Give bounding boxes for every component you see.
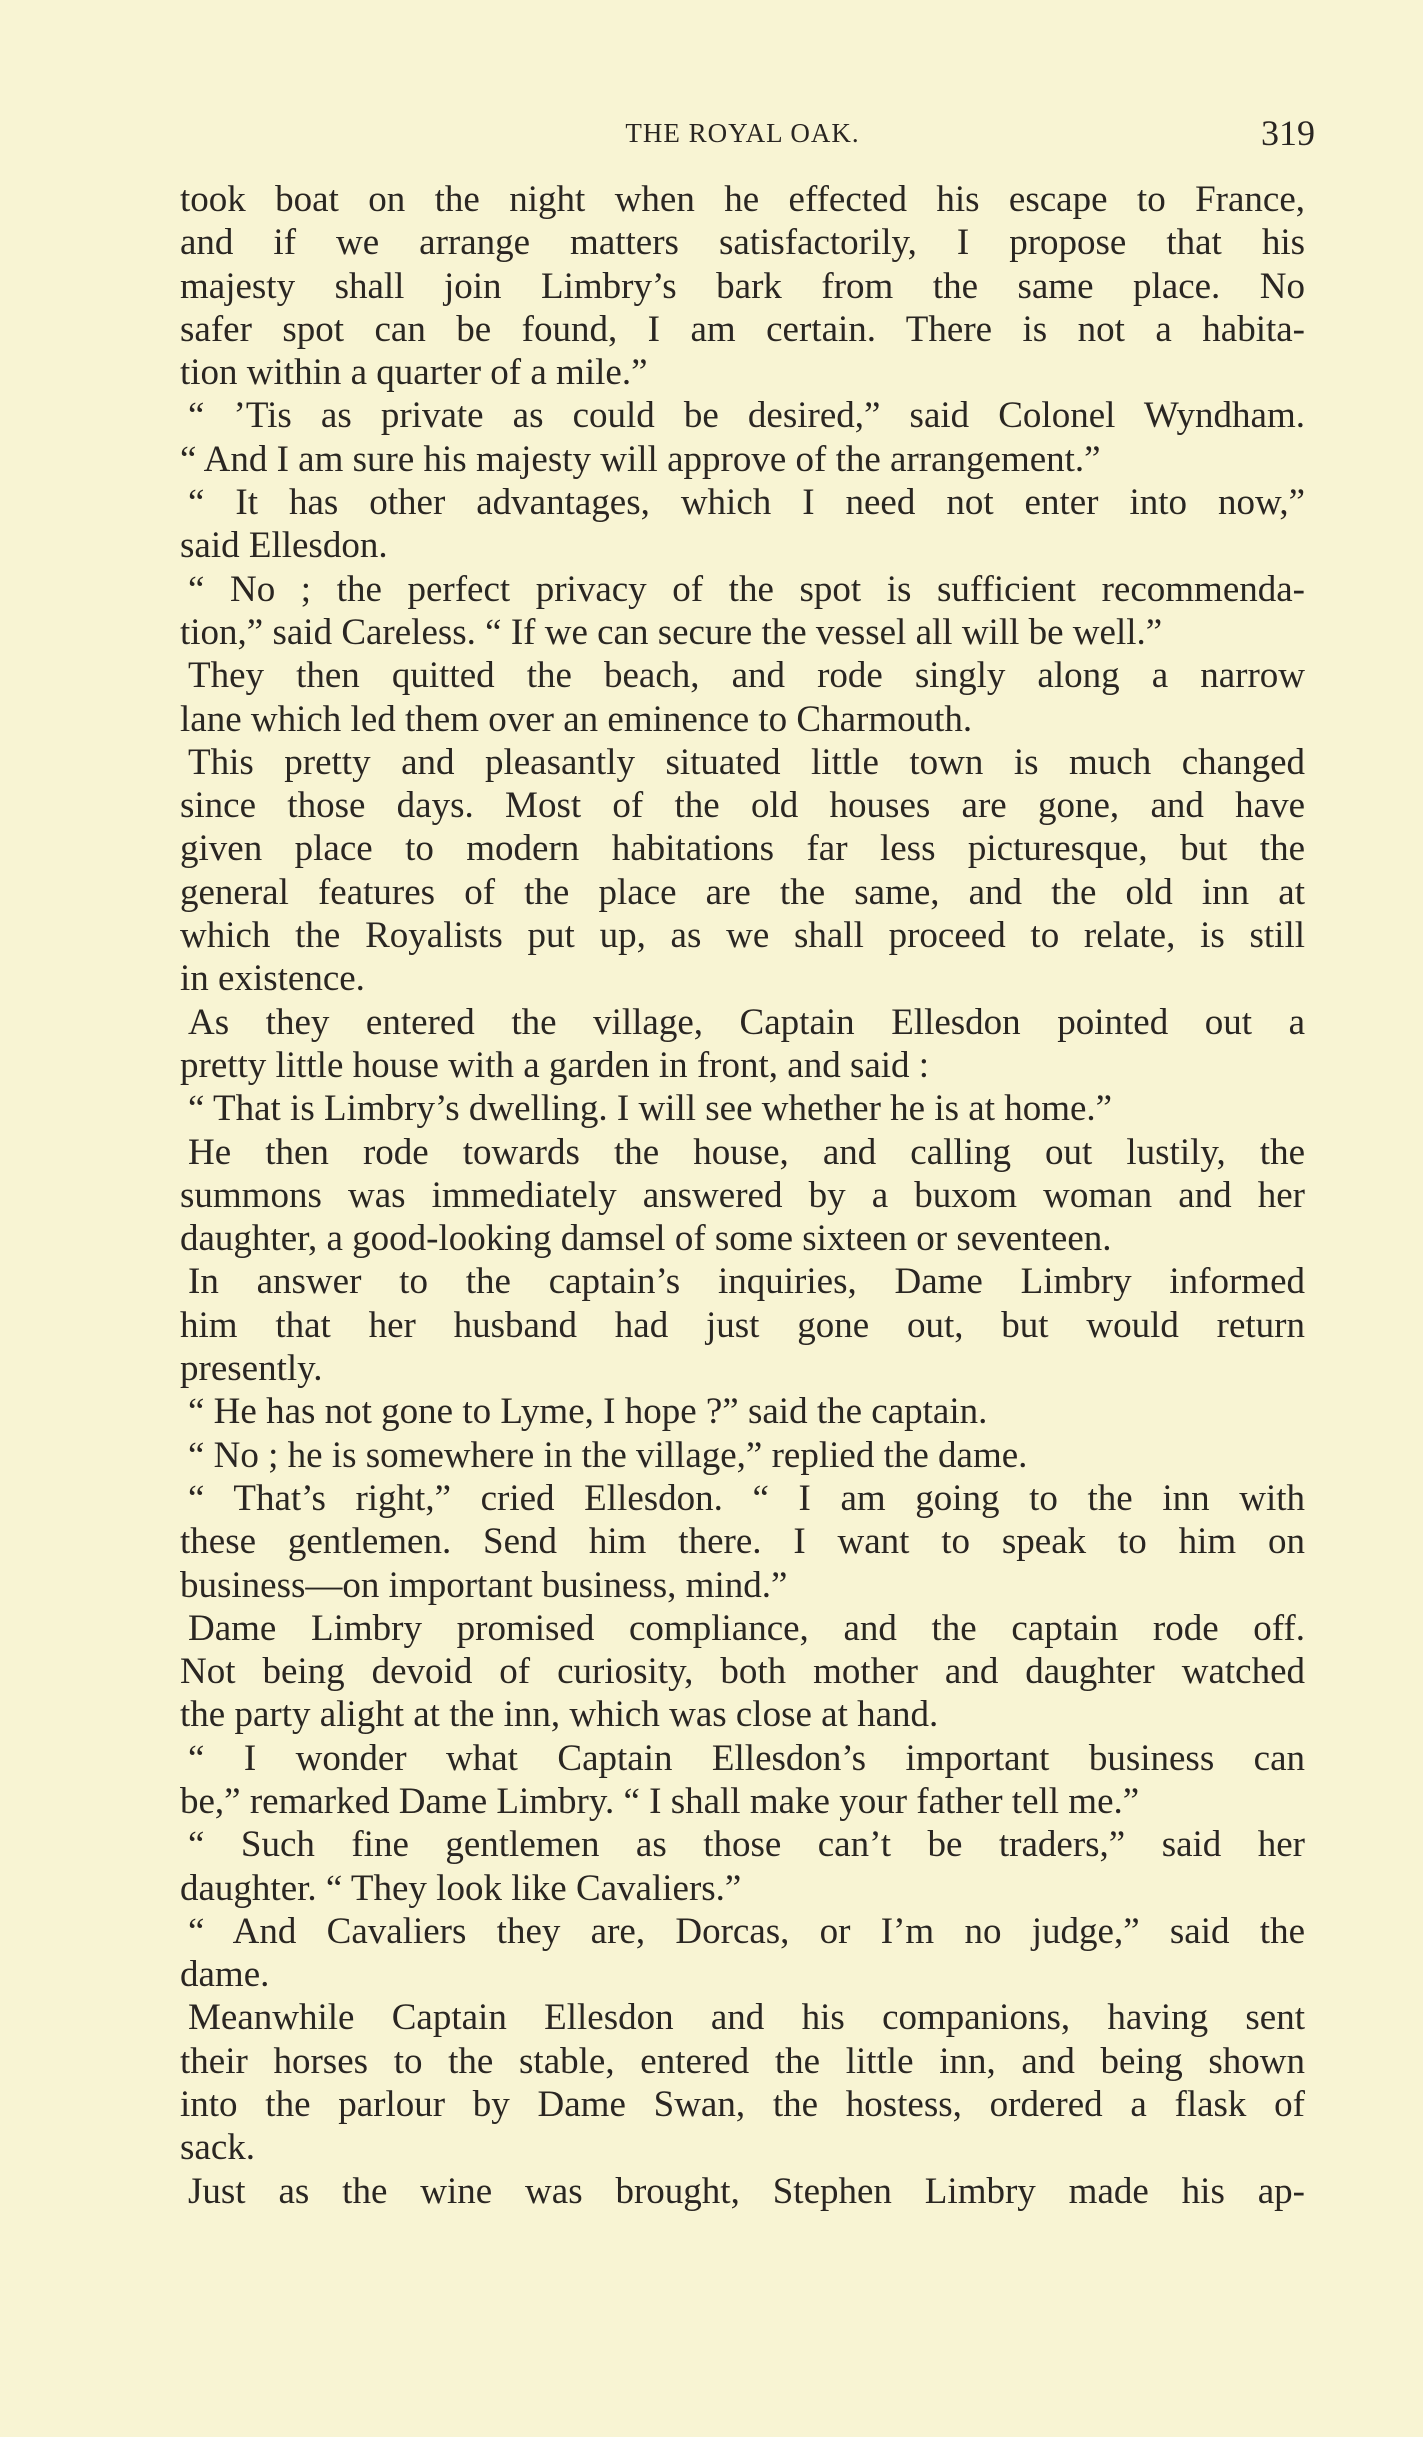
text-line: Meanwhile Captain Ellesdon and his companions, having sent [188,1997,1305,2039]
text-line: and if we arrange matters satisfactorily, I propose that his [180,222,1305,264]
text-line: in existence. [180,958,365,1000]
text-line: “ I wonder what Captain Ellesdon’s important business can [188,1737,1305,1779]
running-title: THE ROYAL OAK. [625,118,860,148]
text-line: these gentlemen. Send him there. I want to speak to him on [180,1521,1305,1563]
text-line: their horses to the stable, entered the little inn, and being shown [180,2040,1305,2082]
text-line: Not being devoid of curiosity, both mother and daughter watched [180,1651,1305,1693]
text-line: into the parlour by Dame Swan, the hostess, ordered a flask of [180,2084,1305,2126]
page-number: 319 [1261,113,1315,153]
text-line: “ And Cavaliers they are, Dorcas, or I’m no judge,” said the [188,1910,1305,1952]
text-line: summons was immediately answered by a buxom woman and her [180,1174,1305,1216]
text-line: dame. [180,1954,270,1996]
text-line: This pretty and pleasantly situated little town is much changed [188,741,1305,783]
text-line: safer spot can be found, I am certain. There is not a habita- [180,308,1305,350]
text-line: tion within a quarter of a mile.” [180,352,648,394]
text-line: Just as the wine was brought, Stephen Limbry made his ap- [188,2170,1305,2212]
text-line: As they entered the village, Captain Ellesdon pointed out a [188,1001,1305,1043]
text-line: given place to modern habitations far less picturesque, but the [180,828,1305,870]
text-line: since those days. Most of the old houses are gone, and have [180,785,1305,827]
text-line: daughter, a good-looking damsel of some sixteen or seventeen. [180,1218,1112,1260]
text-line: He then rode towards the house, and calling out lustily, the [188,1131,1305,1173]
text-line: the party alight at the inn, which was close at hand. [180,1694,939,1736]
text-line: presently. [180,1348,323,1390]
text-line: which the Royalists put up, as we shall proceed to relate, is still [180,915,1305,957]
text-line: “ No ; the perfect privacy of the spot is sufficient recommenda- [188,568,1305,610]
text-line: general features of the place are the same, and the old inn at [180,871,1305,913]
text-line: “ ’Tis as private as could be desired,” said Colonel Wyndham. [188,395,1305,437]
text-line: “ He has not gone to Lyme, I hope ?” said the captain. [188,1391,988,1433]
text-line: business—on important business, mind.” [180,1564,788,1606]
text-line: They then quitted the beach, and rode singly along a narrow [188,655,1305,697]
text-line: lane which led them over an eminence to Charmouth. [180,698,973,740]
text-line: said Ellesdon. [180,525,388,567]
text-line: daughter. “ They look like Cavaliers.” [180,1867,742,1909]
text-line: Dame Limbry promised compliance, and the captain rode off. [188,1607,1305,1649]
text-line: pretty little house with a garden in front, and said : [180,1044,930,1086]
page-header [180,112,1315,156]
text-line: “ That’s right,” cried Ellesdon. “ I am going to the inn with [188,1477,1305,1519]
text-line: sack. [180,2127,255,2169]
text-line: In answer to the captain’s inquiries, Dame Limbry informed [188,1261,1305,1303]
text-line: “ And I am sure his majesty will approve of the arrangement.” [180,438,1101,480]
body-text [180,178,1305,2213]
text-line: tion,” said Careless. “ If we can secure the vessel all will be well.” [180,611,1163,653]
text-line: took boat on the night when he effected his escape to France, [180,179,1305,220]
text-line: be,” remarked Dame Limbry. “ I shall make your father tell me.” [180,1780,1140,1822]
text-line: majesty shall join Limbry’s bark from the same place. No [180,265,1305,307]
text-line: “ Such fine gentlemen as those can’t be traders,” said her [188,1824,1305,1866]
text-line: “ It has other advantages, which I need not enter into now,” [188,482,1305,524]
text-line: “ That is Limbry’s dwelling. I will see whether he is at home.” [188,1088,1113,1130]
text-line: “ No ; he is somewhere in the village,” replied the dame. [188,1434,1028,1476]
text-line: him that her husband had just gone out, but would return [180,1304,1305,1346]
